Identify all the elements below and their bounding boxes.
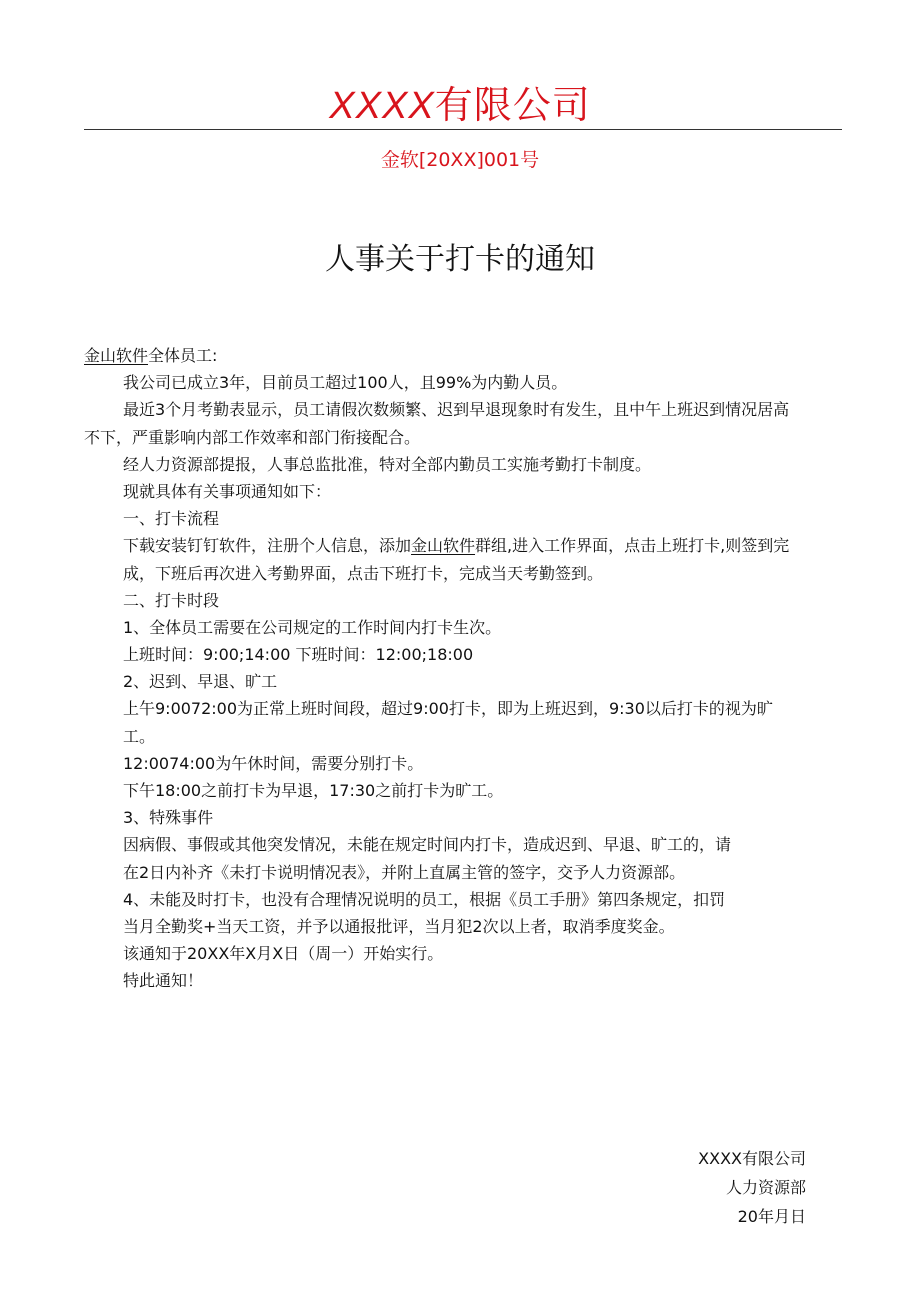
paragraph-company-intro: 我公司已成立3年，目前员工超过100人，且99%为内勤人员。 xyxy=(123,373,568,393)
header-divider xyxy=(84,129,842,130)
clock-in-process-line-1 xyxy=(84,532,844,559)
company-title-prefix: XXXX xyxy=(329,85,435,127)
clock-in-process-text-b: 群组,进入工作界面，点击上班打卡,则签到完 xyxy=(475,536,790,556)
rule-item-3-line-1: 因病假、事假或其他突发情况，未能在规定时间内打卡，造成迟到、早退、旷工的，请 xyxy=(123,835,732,855)
signature-date: 20年月日 xyxy=(737,1207,806,1226)
clock-in-process-group-link: 金山软件 xyxy=(411,536,476,556)
section-heading-clock-in-process: 一、打卡流程 xyxy=(123,509,220,529)
rule-item-2-line-1: 上午9:0072:00为正常上班时间段，超过9:00打卡，即为上班迟到，9:30以后打卡的视为旷 xyxy=(123,699,773,719)
rule-item-1: 1、全体员工需要在公司规定的工作时间内打卡生次。 xyxy=(123,617,502,637)
salutation-company-link: 金山软件 xyxy=(84,346,149,365)
notice-body xyxy=(84,342,844,995)
rule-item-1-times: 上班时间：9:00;14:00 下班时间：12:00;18:00 xyxy=(123,645,474,665)
rule-item-3: 3、特殊事件 xyxy=(123,808,214,828)
notice-title: 人事关于打卡的通知 xyxy=(325,242,595,277)
signature-block xyxy=(698,1144,806,1231)
rule-item-4-line-2: 当月全勤奖+当天工资，并予以通报批评，当月犯2次以上者，取消季度奖金。 xyxy=(123,916,675,936)
rule-item-2-line-4: 下午18:00之前打卡为早退，17:30之前打卡为旷工。 xyxy=(123,781,504,800)
clock-in-process-line-2: 成，下班后再次进入考勤界面，点击下班打卡，完成当天考勤签到。 xyxy=(123,563,604,583)
rule-item-2-line-2: 工。 xyxy=(123,726,156,746)
rule-item-3-line-2: 在2日内补齐《未打卡说明情况表》，并附上直属主管的签字，交予人力资源部。 xyxy=(123,862,686,882)
company-title xyxy=(0,80,920,131)
signature-company: XXXX有限公司 xyxy=(698,1149,806,1168)
rule-item-2-line-3: 12:0074:00为午休时间，需要分别打卡。 xyxy=(123,753,424,773)
rule-item-4-line-1: 4、未能及时打卡，也没有合理情况说明的员工，根据《员工手册》第四条规定，扣罚 xyxy=(123,889,726,909)
paragraph-attendance-issue-line-2: 不下，严重影响内部工作效率和部门衔接配合。 xyxy=(84,427,421,447)
document-number: 金软[20XX]001号 xyxy=(380,149,540,171)
effective-date-statement: 该通知于20XX年X月X日（周一）开始实行。 xyxy=(123,944,444,964)
salutation xyxy=(84,342,844,369)
paragraph-attendance-issue-line-1: 最近3个月考勤表显示，员工请假次数频繁、迟到早退现象时有发生，且中午上班迟到情况居高 xyxy=(123,400,790,420)
closing-statement: 特此通知！ xyxy=(123,971,204,991)
clock-in-process-text-a: 下载安装钉钉软件，注册个人信息，添加 xyxy=(123,536,412,556)
paragraph-announcement: 现就具体有关事项通知如下： xyxy=(123,481,332,501)
section-heading-clock-in-times: 二、打卡时段 xyxy=(123,590,220,610)
paragraph-approval: 经人力资源部提报，人事总监批准，特对全部内勤员工实施考勤打卡制度。 xyxy=(123,454,652,474)
salutation-recipients: 全体员工: xyxy=(148,346,218,365)
signature-department: 人力资源部 xyxy=(725,1178,806,1197)
rule-item-2: 2、迟到、早退、旷工 xyxy=(123,672,278,692)
company-title-suffix: 有限公司 xyxy=(434,83,591,127)
